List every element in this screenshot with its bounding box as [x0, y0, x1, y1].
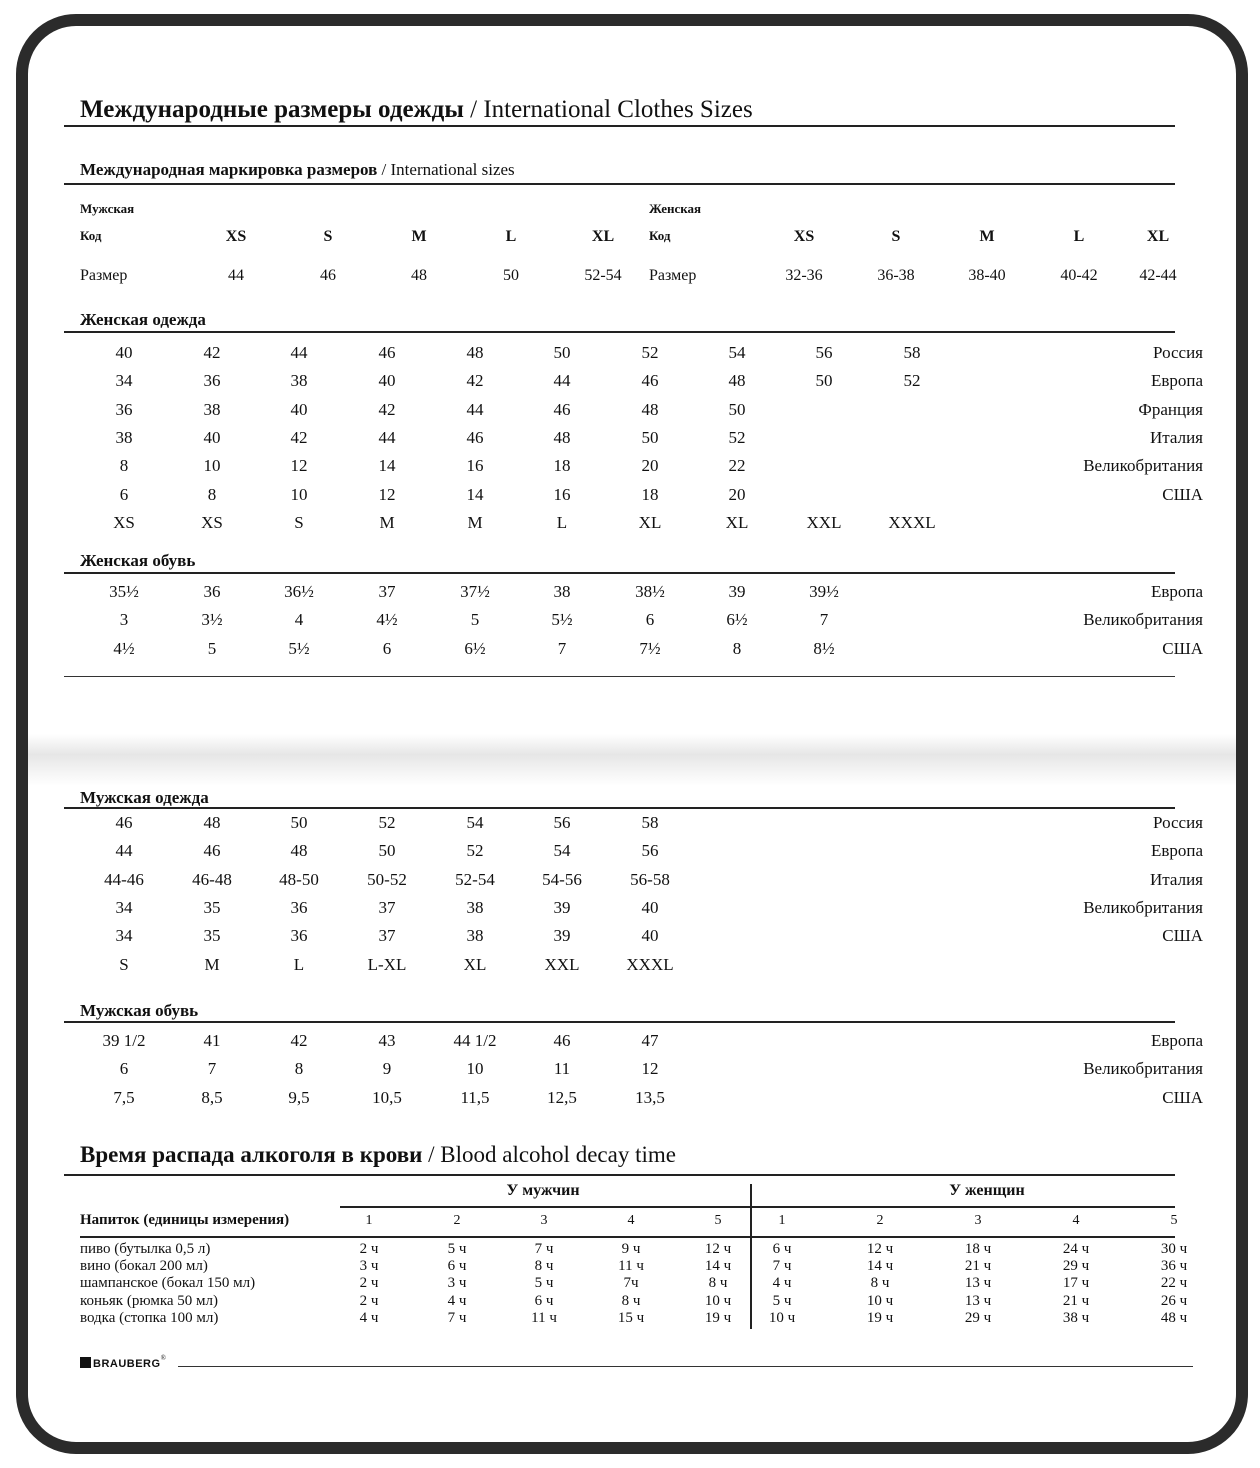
alcohol-unit-women: 5 [1170, 1213, 1178, 1228]
intl-women-code-label: Код [649, 228, 671, 243]
alcohol-unit-women: 3 [974, 1213, 982, 1228]
men-shoes-cell: 11 [553, 1059, 571, 1079]
intl-women-size: 32-36 [785, 267, 823, 284]
alcohol-women-value: 26 ч [1160, 1292, 1188, 1309]
men-clothes-cell: 44-46 [104, 869, 144, 889]
intl-women-size: 38-40 [968, 267, 1006, 284]
men-clothes-cell: 40 [641, 897, 659, 917]
women-shoes-cell: 5½ [288, 638, 310, 658]
alcohol-men-value: 8 ч [621, 1292, 641, 1309]
men-clothes-cell: S [119, 954, 129, 974]
alcohol-men-value: 7 ч [534, 1241, 554, 1257]
men-shoes-cell: 39 1/2 [102, 1031, 146, 1050]
women-clothes-cell: 8 [119, 456, 129, 476]
men-clothes-cell: L-XL [367, 954, 407, 974]
women-clothes-cell: M [379, 512, 395, 532]
alcohol-men-value: 11 ч [618, 1258, 644, 1275]
women-clothes-cell: 18 [641, 484, 659, 504]
women-clothes-cell: 52 [903, 371, 921, 391]
women-clothes-cell: XXL [806, 512, 842, 532]
intl-women-code: L [1073, 228, 1085, 245]
intl-women-size: 36-38 [877, 267, 915, 284]
women-shoes-cell: 8½ [813, 638, 835, 658]
women-clothes-cell: 54 [728, 343, 746, 362]
page-frame [16, 14, 1248, 1454]
women-clothes-cell: 42 [203, 343, 221, 362]
women-shoes-cell: 3½ [201, 610, 223, 630]
alcohol-men-value: 9 ч [621, 1241, 641, 1257]
women-clothes-cell: 12 [378, 484, 396, 504]
women-clothes-cell: XXXL [888, 512, 936, 532]
country-label: Франция [1138, 399, 1203, 419]
women-shoes-cell: 6 [645, 610, 655, 630]
alcohol-women-value: 12 ч [866, 1241, 894, 1257]
men-shoes-cell: 12,5 [547, 1087, 577, 1107]
alcohol-drink: шампанское (бокал 150 мл) [80, 1275, 256, 1292]
intl-women-label: Женская [649, 201, 702, 216]
intl-men-code: S [323, 228, 333, 245]
alcohol-women-value: 4 ч [772, 1275, 792, 1292]
alcohol-men-value: 7 ч [447, 1309, 467, 1326]
alcohol-women-value: 21 ч [1062, 1292, 1090, 1309]
women-clothes-cell: 58 [903, 343, 921, 362]
women-clothes-rule [64, 331, 1175, 333]
men-clothes-cell: 50-52 [367, 869, 407, 889]
men-clothes-cell: 35 [203, 897, 221, 917]
women-clothes-cell: L [556, 512, 568, 532]
intl-men-size: 44 [228, 267, 244, 284]
brand-name: BRAUBERG [93, 1358, 161, 1370]
alcohol-women-value: 10 ч [768, 1309, 796, 1326]
intl-men-size: 48 [411, 267, 427, 284]
page-title-ru: Международные размеры одежды [80, 96, 464, 123]
women-shoes-cell: 36½ [284, 582, 314, 601]
women-shoes-cell: 38½ [635, 582, 665, 601]
country-label: Европа [1150, 371, 1203, 391]
women-clothes-cell: XS [201, 512, 223, 532]
men-clothes-rule [64, 807, 1175, 809]
women-clothes-cell: 10 [203, 456, 221, 476]
women-shoes-cell: 4½ [376, 610, 398, 630]
alcohol-men-value: 6 ч [534, 1292, 554, 1309]
men-clothes-cell: 44 [115, 841, 133, 861]
alcohol-men-value: 15 ч [617, 1309, 645, 1326]
women-shoes-cell: 7 [557, 638, 567, 658]
alcohol-men-label: У мужчин [506, 1182, 580, 1199]
men-clothes-cell: 39 [553, 926, 571, 946]
women-shoes-cell: 35½ [109, 582, 139, 601]
intl-men-code: XL [591, 228, 615, 245]
men-clothes-cell: 46 [115, 813, 133, 832]
men-clothes-cell: 35 [203, 926, 221, 946]
men-clothes-cell: 46 [203, 841, 221, 861]
women-clothes-cell: 48 [728, 371, 746, 391]
women-clothes-cell: 42 [466, 371, 484, 391]
intl-men-code-label: Код [80, 228, 102, 243]
alcohol-unit-men: 1 [365, 1213, 373, 1228]
women-shoes-cell: 3 [119, 610, 129, 630]
men-shoes-cell: 10,5 [372, 1087, 402, 1107]
alcohol-women-value: 14 ч [866, 1258, 894, 1275]
women-clothes-cell: 40 [378, 371, 396, 391]
footer-rule [178, 1366, 1193, 1367]
intl-women-size-label: Размер [649, 267, 697, 284]
country-label: Россия [1153, 813, 1203, 832]
men-clothes-cell: 52 [466, 841, 484, 861]
intl-men-size: 46 [320, 267, 336, 284]
women-clothes-cell: 38 [290, 371, 308, 391]
intl-men-code: XS [225, 228, 247, 245]
women-clothes-cell: 20 [728, 484, 746, 504]
men-clothes-title: Мужская одежда [80, 788, 209, 807]
women-clothes-cell: 42 [378, 399, 396, 419]
men-shoes-cell: 47 [641, 1031, 659, 1050]
alcohol-women-label: У женщин [949, 1182, 1025, 1199]
men-clothes-cell: 52 [378, 813, 396, 832]
page-title-en: International Clothes Sizes [483, 96, 753, 123]
country-label: Италия [1149, 869, 1203, 889]
women-clothes-cell: 46 [641, 371, 659, 391]
men-shoes-cell: 10 [466, 1059, 484, 1079]
men-clothes-cell: 34 [115, 926, 133, 946]
men-clothes-cell: 50 [290, 813, 308, 832]
men-clothes-cell: 37 [378, 897, 396, 917]
alcohol-drink: водка (стопка 100 мл) [80, 1309, 219, 1326]
women-shoes-cell: 37½ [460, 582, 490, 601]
men-clothes-cell: 54-56 [542, 869, 582, 889]
intl-women-size: 42-44 [1139, 267, 1177, 284]
intl-men-label: Мужская [80, 201, 135, 216]
women-clothes-cell: XS [113, 512, 135, 532]
women-clothes-cell: 20 [641, 456, 659, 476]
women-clothes-cell: 46 [466, 427, 484, 447]
alcohol-women-value: 7 ч [772, 1258, 792, 1275]
women-clothes-cell: 14 [378, 456, 396, 476]
women-shoes-bottom-rule [64, 676, 1175, 677]
women-clothes-cell: 36 [203, 371, 221, 391]
brand-mark-icon [80, 1357, 91, 1368]
women-clothes-cell: 16 [466, 456, 484, 476]
brand-logo [80, 1354, 166, 1372]
women-clothes-cell: 42 [290, 427, 308, 447]
women-clothes-cell: 16 [553, 484, 571, 504]
intl-title [80, 160, 515, 180]
country-label: США [1162, 1087, 1203, 1107]
women-shoes-cell: 8 [732, 638, 742, 658]
alcohol-women-value: 10 ч [866, 1292, 894, 1309]
women-clothes-cell: 10 [290, 484, 308, 504]
country-label: Великобритания [1083, 897, 1203, 917]
alcohol-subheader-rule [340, 1206, 1175, 1208]
men-shoes-cell: 13,5 [635, 1087, 665, 1107]
alcohol-men-value: 7ч [623, 1275, 639, 1292]
alcohol-men-value: 19 ч [704, 1309, 732, 1326]
country-label: Великобритания [1083, 1059, 1203, 1079]
alcohol-men-value: 2 ч [359, 1292, 379, 1309]
men-clothes-cell: 46-48 [192, 869, 232, 889]
page-fold [28, 734, 1236, 786]
women-clothes-cell: 36 [115, 399, 133, 419]
intl-women-size: 40-42 [1060, 267, 1098, 284]
women-clothes-cell: 18 [553, 456, 571, 476]
men-clothes-cell: XXXL [626, 954, 674, 974]
women-clothes-cell: 8 [207, 484, 217, 504]
alcohol-title-ru: Время распада алкоголя в крови [80, 1142, 423, 1167]
women-shoes-cell: 39½ [809, 582, 839, 601]
women-clothes-cell: 38 [203, 399, 221, 419]
country-label: США [1162, 926, 1203, 946]
intl-men-size: 52-54 [584, 267, 622, 284]
alcohol-men-value: 10 ч [704, 1292, 732, 1309]
men-clothes-cell: 38 [466, 926, 484, 946]
alcohol-unit-men: 3 [540, 1213, 548, 1228]
alcohol-women-value: 29 ч [1062, 1258, 1090, 1275]
men-shoes-cell: 7 [207, 1059, 217, 1079]
men-shoes-cell: 43 [378, 1031, 396, 1050]
alcohol-men-value: 6 ч [447, 1258, 467, 1275]
alcohol-women-value: 8 ч [870, 1275, 890, 1292]
country-label: США [1162, 638, 1203, 658]
alcohol-women-value: 24 ч [1062, 1241, 1090, 1257]
women-shoes-cell: 5 [470, 610, 480, 630]
intl-women-code: S [891, 228, 901, 245]
intl-men-code: M [411, 228, 427, 245]
title-rule [64, 125, 1175, 127]
women-clothes-cell: 48 [553, 427, 571, 447]
alcohol-unit-women: 2 [876, 1213, 884, 1228]
alcohol-men-value: 14 ч [704, 1258, 732, 1275]
men-clothes-cell: 54 [553, 841, 571, 861]
men-clothes-cell: 48 [290, 841, 308, 861]
alcohol-men-value: 4 ч [359, 1309, 379, 1326]
country-label: Великобритания [1083, 610, 1203, 630]
men-clothes-cell: 37 [378, 926, 396, 946]
alcohol-women-value: 13 ч [964, 1275, 992, 1292]
men-shoes-cell: 42 [290, 1031, 308, 1050]
men-shoes-cell: 7,5 [113, 1087, 135, 1107]
women-shoes-cell: 7 [819, 610, 829, 630]
women-clothes-cell: 12 [290, 456, 308, 476]
women-shoes-cell: 5 [207, 638, 217, 658]
women-clothes-cell: 52 [728, 427, 746, 447]
alcohol-men-value: 12 ч [704, 1241, 732, 1257]
men-shoes-cell: 8,5 [201, 1087, 223, 1107]
women-shoes-cell: 4 [294, 610, 304, 630]
women-shoes-title: Женская обувь [80, 551, 196, 570]
men-clothes-cell: 34 [115, 897, 133, 917]
men-clothes-cell: 50 [378, 841, 396, 861]
men-clothes-cell: 40 [641, 926, 659, 946]
women-clothes-cell: 50 [815, 371, 833, 391]
women-clothes-cell: 22 [728, 456, 746, 476]
women-clothes-title: Женская одежда [80, 310, 206, 329]
alcohol-women-value: 6 ч [772, 1241, 792, 1257]
men-clothes-cell: 56 [641, 841, 659, 861]
women-clothes-cell: 48 [466, 343, 484, 362]
women-clothes-cell: 44 [466, 399, 484, 419]
alcohol-women-value: 30 ч [1160, 1241, 1188, 1257]
alcohol-women-value: 13 ч [964, 1292, 992, 1309]
women-shoes-cell: 4½ [113, 638, 135, 658]
page-title [80, 96, 753, 124]
women-shoes-rule [64, 572, 1175, 574]
country-label: Европа [1150, 1031, 1203, 1050]
men-clothes-cell: 48-50 [279, 869, 319, 889]
women-clothes-cell: 44 [553, 371, 571, 391]
women-clothes-cell: 44 [378, 427, 396, 447]
women-clothes-cell: 50 [641, 427, 659, 447]
men-shoes-cell: 8 [294, 1059, 304, 1079]
alcohol-unit-women: 4 [1072, 1213, 1080, 1228]
men-shoes-title: Мужская обувь [80, 1001, 199, 1020]
men-clothes-cell: 56 [553, 813, 571, 832]
women-clothes-cell: 6 [119, 484, 129, 504]
women-clothes-cell: 44 [290, 343, 308, 362]
intl-men-code: L [505, 228, 517, 245]
alcohol-title-rule [64, 1174, 1175, 1176]
women-clothes-cell: M [467, 512, 483, 532]
alcohol-men-value: 8 ч [708, 1275, 728, 1292]
alcohol-men-value: 4 ч [447, 1292, 467, 1309]
country-label: Великобритания [1083, 456, 1203, 476]
men-shoes-cell: 11,5 [460, 1087, 490, 1107]
women-clothes-cell: 14 [466, 484, 484, 504]
alcohol-women-value: 48 ч [1160, 1309, 1188, 1326]
women-shoes-cell: 6 [382, 638, 392, 658]
men-shoes-cell: 9,5 [288, 1087, 310, 1107]
brand-registered-icon: ® [160, 1354, 166, 1362]
men-shoes-cell: 9 [382, 1059, 392, 1079]
alcohol-women-value: 21 ч [964, 1258, 992, 1275]
men-clothes-cell: M [204, 954, 220, 974]
alcohol-title-en: / Blood alcohol decay time [428, 1142, 676, 1167]
alcohol-women-value: 38 ч [1062, 1309, 1090, 1326]
women-shoes-cell: 39 [728, 582, 746, 601]
women-clothes-cell: 38 [115, 427, 133, 447]
women-shoes-cell: 6½ [726, 610, 748, 630]
women-clothes-cell: XL [638, 512, 662, 532]
men-clothes-cell: 36 [290, 897, 308, 917]
alcohol-drink: вино (бокал 200 мл) [80, 1258, 208, 1275]
intl-women-code: M [979, 228, 995, 245]
women-clothes-cell: 56 [815, 343, 833, 362]
alcohol-unit-men: 5 [714, 1213, 722, 1228]
women-clothes-cell: 46 [553, 399, 571, 419]
women-clothes-cell: 40 [115, 343, 133, 362]
alcohol-drink-header: Напиток (единицы измерения) [80, 1212, 290, 1228]
alcohol-women-value: 22 ч [1160, 1275, 1188, 1292]
men-clothes-cell: 39 [553, 897, 571, 917]
alcohol-women-value: 29 ч [964, 1309, 992, 1326]
women-clothes-cell: 40 [290, 399, 308, 419]
alcohol-men-value: 3 ч [447, 1275, 467, 1292]
men-shoes-cell: 12 [641, 1059, 659, 1079]
country-label: Италия [1149, 427, 1203, 447]
alcohol-men-value: 3 ч [359, 1258, 379, 1275]
intl-title-en: / International sizes [381, 160, 515, 179]
alcohol-unit-women: 1 [778, 1213, 786, 1228]
alcohol-header-rule [80, 1236, 1175, 1238]
alcohol-women-value: 18 ч [964, 1241, 992, 1257]
men-clothes-cell: 58 [641, 813, 659, 832]
alcohol-men-value: 5 ч [447, 1241, 467, 1257]
women-shoes-cell: 6½ [464, 638, 486, 658]
women-shoes-cell: 37 [378, 582, 396, 601]
men-clothes-cell: 38 [466, 897, 484, 917]
women-shoes-cell: 7½ [639, 638, 661, 658]
men-clothes-cell: XL [463, 954, 487, 974]
women-clothes-cell: XL [725, 512, 749, 532]
country-label: США [1162, 484, 1203, 504]
men-clothes-cell: 54 [466, 813, 484, 832]
women-clothes-cell: 40 [203, 427, 221, 447]
men-clothes-cell: 52-54 [455, 869, 495, 889]
men-clothes-cell: L [293, 954, 305, 974]
alcohol-men-value: 2 ч [359, 1275, 379, 1292]
alcohol-women-value: 36 ч [1160, 1258, 1188, 1275]
country-label: Европа [1150, 582, 1203, 601]
men-clothes-cell: 36 [290, 926, 308, 946]
country-label: Европа [1150, 841, 1203, 861]
intl-rule [64, 183, 1175, 185]
women-shoes-cell: 36 [203, 582, 221, 601]
alcohol-unit-men: 4 [627, 1213, 635, 1228]
women-clothes-cell: 46 [378, 343, 396, 362]
intl-men-size-label: Размер [80, 267, 128, 284]
women-clothes-cell: 34 [115, 371, 133, 391]
alcohol-women-value: 17 ч [1062, 1275, 1090, 1292]
alcohol-men-value: 8 ч [534, 1258, 554, 1275]
women-shoes-cell: 38 [553, 582, 571, 601]
men-shoes-cell: 44 1/2 [453, 1031, 497, 1050]
intl-women-code: XL [1146, 228, 1170, 245]
country-label: Россия [1153, 343, 1203, 362]
alcohol-title [80, 1142, 676, 1168]
alcohol-unit-men: 2 [453, 1213, 461, 1228]
intl-title-ru: Международная маркировка размеров [80, 160, 378, 179]
women-clothes-cell: 52 [641, 343, 659, 362]
women-shoes-cell: 5½ [551, 610, 573, 630]
alcohol-drink: пиво (бутылка 0,5 л) [80, 1241, 211, 1257]
intl-men-size: 50 [503, 267, 519, 284]
alcohol-women-value: 19 ч [866, 1309, 894, 1326]
alcohol-men-value: 11 ч [531, 1309, 557, 1326]
alcohol-drink: коньяк (рюмка 50 мл) [80, 1292, 219, 1309]
men-shoes-rule [64, 1021, 1175, 1023]
men-shoes-cell: 6 [119, 1059, 129, 1079]
alcohol-men-value: 5 ч [534, 1275, 554, 1292]
women-clothes-cell: 50 [728, 399, 746, 419]
alcohol-women-value: 5 ч [772, 1292, 792, 1309]
women-clothes-cell: 50 [553, 343, 571, 362]
men-clothes-cell: 48 [203, 813, 221, 832]
men-shoes-cell: 46 [553, 1031, 571, 1050]
women-clothes-cell: 48 [641, 399, 659, 419]
intl-women-code: XS [793, 228, 815, 245]
alcohol-men-value: 2 ч [359, 1241, 379, 1257]
men-clothes-cell: 56-58 [630, 869, 670, 889]
page-title-sep: / [463, 96, 484, 123]
women-clothes-cell: S [294, 512, 304, 532]
men-clothes-cell: XXL [544, 954, 580, 974]
men-shoes-cell: 41 [203, 1031, 221, 1050]
